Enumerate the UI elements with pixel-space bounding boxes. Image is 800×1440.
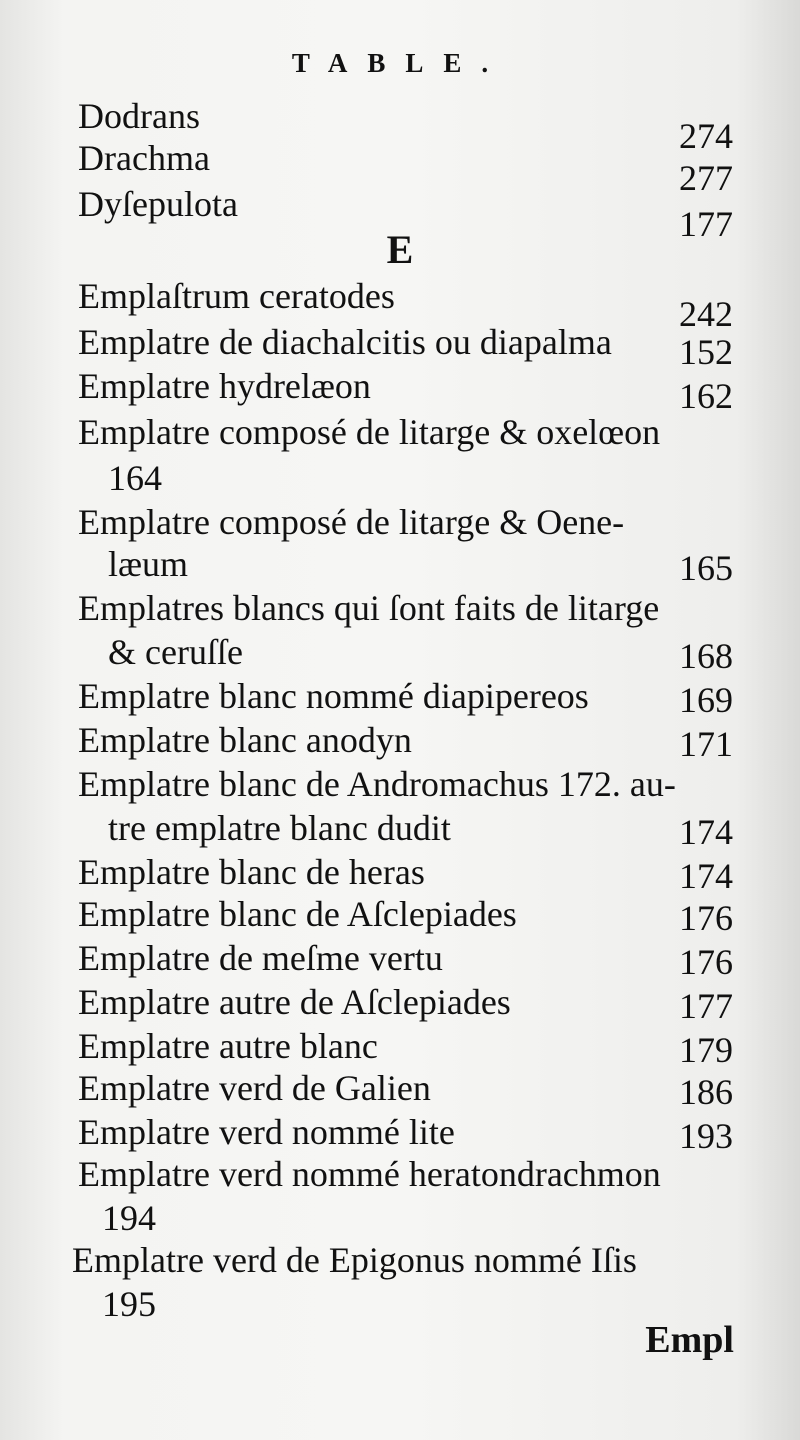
entry-page: 177 bbox=[679, 986, 733, 1026]
entry-text: Emplatre hydrelæon bbox=[78, 366, 371, 406]
catchword: Empl bbox=[645, 1319, 734, 1361]
entry-page: 174 bbox=[679, 856, 733, 896]
entry-page: 164 bbox=[108, 458, 162, 498]
entry-text: Emplatre de diachalcitis ou diapalma bbox=[78, 322, 612, 362]
entry-text: Emplatre verd de Epigonus nommé Iſis bbox=[72, 1240, 637, 1280]
entry-continuation bbox=[108, 458, 308, 498]
index-entry bbox=[78, 588, 733, 628]
entry-text: Emplatre blanc anodyn bbox=[78, 720, 412, 760]
entry-page: 186 bbox=[679, 1072, 733, 1112]
entry-text: Drachma bbox=[78, 138, 210, 178]
entry-page: 171 bbox=[679, 724, 733, 764]
index-entry bbox=[78, 366, 733, 416]
index-entry bbox=[78, 676, 733, 720]
index-entry bbox=[78, 138, 733, 198]
entry-text: Emplatre de meſme vertu bbox=[78, 938, 443, 978]
entry-continuation bbox=[108, 632, 733, 676]
entry-continuation bbox=[102, 1198, 302, 1238]
entry-page: 165 bbox=[679, 548, 733, 588]
entry-continuation bbox=[108, 808, 733, 852]
entry-page: 168 bbox=[679, 636, 733, 676]
entry-text: Emplaſtrum ceratodes bbox=[78, 276, 395, 316]
index-entry bbox=[78, 412, 733, 452]
index-entry bbox=[78, 1068, 733, 1112]
entry-continuation bbox=[102, 1284, 302, 1324]
entry-text: Emplatre blanc de Andromachus 172. au- bbox=[78, 764, 676, 804]
index-entry bbox=[78, 894, 733, 938]
entry-text: & ceruſſe bbox=[108, 632, 243, 672]
entry-page: 177 bbox=[679, 204, 733, 244]
entry-text: tre emplatre blanc dudit bbox=[108, 808, 451, 848]
entry-text: Emplatre blanc de Aſclepiades bbox=[78, 894, 517, 934]
entry-page: 277 bbox=[679, 158, 733, 198]
entry-text: Emplatre autre de Aſclepiades bbox=[78, 982, 511, 1022]
entry-page: 176 bbox=[679, 942, 733, 982]
entry-text: Emplatres blancs qui ſont faits de litarge bbox=[78, 588, 660, 628]
index-entry bbox=[78, 852, 733, 896]
entry-page: 194 bbox=[102, 1198, 156, 1238]
entry-page: 174 bbox=[679, 812, 733, 852]
entry-text: Dodrans bbox=[78, 96, 200, 136]
entry-text: Emplatre verd nommé heratondrachmon bbox=[78, 1154, 661, 1194]
entry-page: 195 bbox=[102, 1284, 156, 1324]
entry-text: Emplatre autre blanc bbox=[78, 1026, 378, 1066]
entry-text: Emplatre blanc nommé diapipereos bbox=[78, 676, 589, 716]
entry-page: 176 bbox=[679, 898, 733, 938]
entry-text: Emplatre verd nommé lite bbox=[78, 1112, 455, 1152]
index-entry bbox=[78, 720, 733, 764]
entry-page: 274 bbox=[679, 116, 733, 156]
index-entry bbox=[78, 1154, 733, 1194]
entry-continuation bbox=[108, 544, 733, 588]
index-entry bbox=[78, 1112, 733, 1156]
entry-text: Emplatre composé de litarge & Oene- bbox=[78, 502, 625, 542]
entry-page: 179 bbox=[679, 1030, 733, 1070]
entry-text: Emplatre blanc de heras bbox=[78, 852, 425, 892]
entry-page: 152 bbox=[679, 332, 733, 372]
index-entry bbox=[78, 502, 733, 542]
index-entry bbox=[78, 96, 733, 156]
index-entry bbox=[78, 938, 733, 982]
index-entry bbox=[78, 764, 733, 804]
entry-page: 242 bbox=[679, 294, 733, 334]
entry-page: 162 bbox=[679, 376, 733, 416]
entry-page: 169 bbox=[679, 680, 733, 720]
index-entry bbox=[78, 982, 733, 1026]
entry-text: Dyſepulota bbox=[78, 184, 238, 224]
section-letter: E bbox=[386, 227, 414, 272]
entry-text: Emplatre verd de Galien bbox=[78, 1068, 431, 1108]
index-entry bbox=[78, 184, 733, 244]
index-entry bbox=[78, 322, 733, 372]
index-entry bbox=[72, 1240, 727, 1280]
entry-page: 193 bbox=[679, 1116, 733, 1156]
index-entry bbox=[78, 1026, 733, 1070]
entry-text: Emplatre composé de litarge & oxelœon bbox=[78, 412, 661, 452]
entry-text: læum bbox=[108, 544, 189, 584]
page-header: TABLE. bbox=[291, 48, 509, 78]
index-entry bbox=[78, 276, 733, 334]
